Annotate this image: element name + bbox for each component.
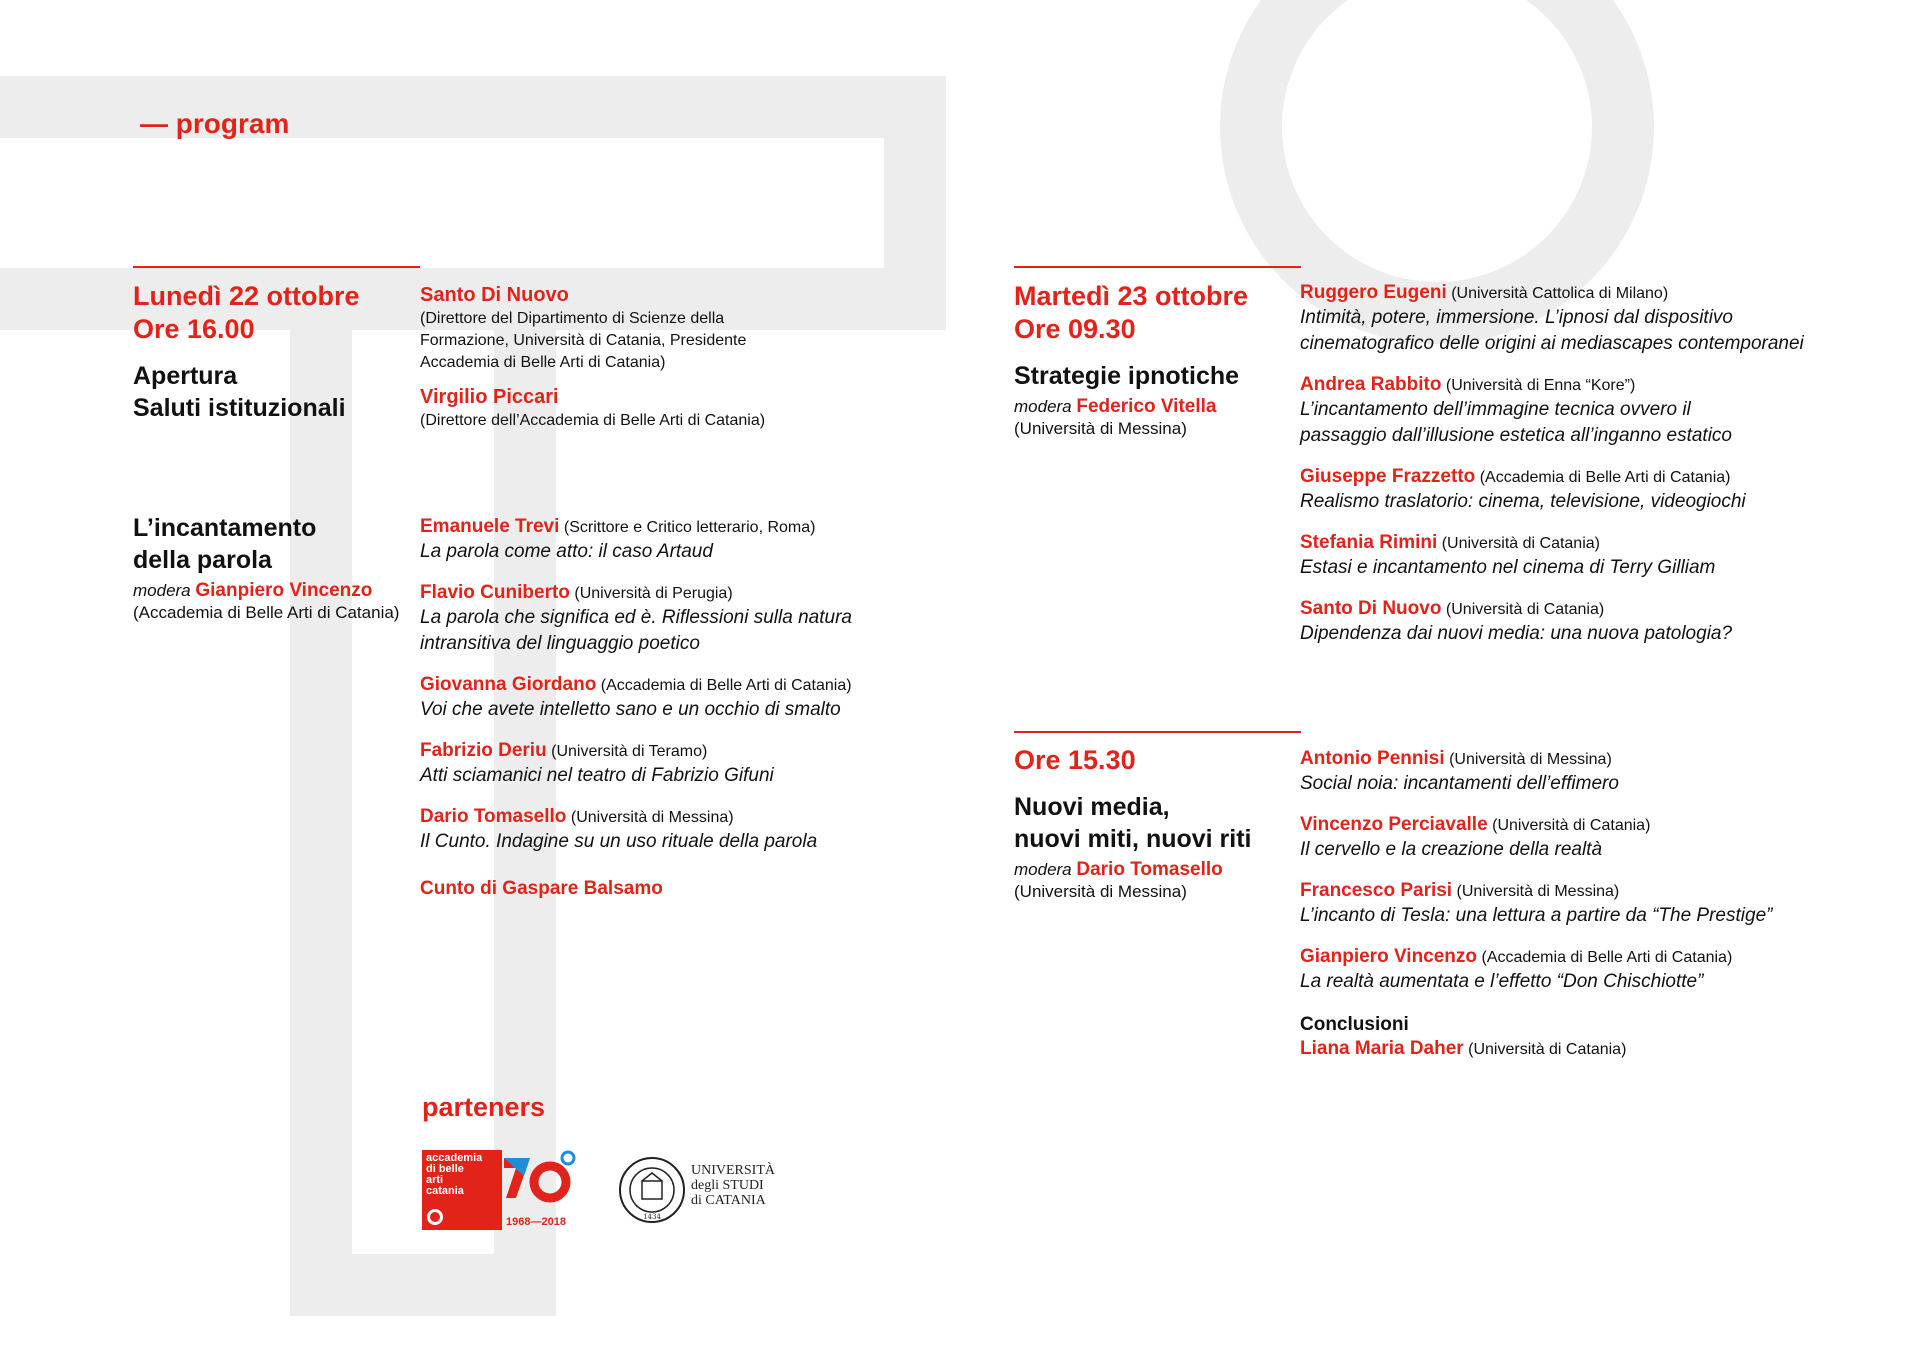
session-title-1: L’incantamento <box>133 514 317 542</box>
accademia-logo-text: accademia <box>426 1152 483 1164</box>
talk-title: Voi che avete intelletto sano e un occhio di smalto <box>420 699 841 720</box>
opening-speakers <box>420 282 780 432</box>
talk-title: Atti sciamanici nel teatro di Fabrizio Gifuni <box>420 765 774 786</box>
speaker-aff: (Università di Catania) <box>1445 601 1605 618</box>
talk-item <box>1300 374 1800 449</box>
unict-logo <box>617 1155 777 1225</box>
session-parola-heading <box>133 512 423 624</box>
speaker-aff: (Scrittore e Critico letterario, Roma) <box>563 519 816 536</box>
speaker-name: Giovanna Giordano <box>420 674 597 695</box>
talk-title: L’incanto di Tesla: una lettura a partire da “The Prestige” <box>1300 905 1773 926</box>
day2-time: Ore 09.30 <box>1014 314 1136 344</box>
talk-item <box>1300 946 1860 995</box>
talk-title: Il cervello e la creazione della realtà <box>1300 839 1603 860</box>
accademia-logo-text: catania <box>426 1185 464 1197</box>
afternoon-time: Ore 15.30 <box>1014 745 1136 775</box>
bg-left-pillar <box>290 330 352 1316</box>
unict-logo-text: degli STUDI <box>691 1178 764 1193</box>
conclusions <box>1300 1012 1860 1061</box>
speaker-name: Fabrizio Deriu <box>420 740 547 761</box>
session-title-1: Nuovi media, <box>1014 793 1170 821</box>
bg-bottom-bar <box>352 1254 494 1316</box>
talk-title: Estasi e incantamento nel cinema di Terry Gilliam <box>1300 557 1716 578</box>
moderator-line <box>1014 859 1304 881</box>
afternoon-block <box>1014 744 1304 903</box>
modera-label: modera <box>1014 860 1072 879</box>
moderator-aff: (Università di Messina) <box>1014 419 1187 438</box>
speaker-name: Vincenzo Perciavalle <box>1300 814 1488 835</box>
speaker-name: Giuseppe Frazzetto <box>1300 466 1476 487</box>
moderator-line <box>1014 396 1304 418</box>
speaker-name: Liana Maria Daher <box>1300 1038 1464 1059</box>
speaker-role: (Direttore del Dipartimento di Scienze della Formazione, Università di Catania, Presidente Accademia di Belle Arti di Catania) <box>420 310 747 371</box>
speaker-aff: (Università di Messina) <box>1449 751 1612 768</box>
session-title-2: nuovi miti, nuovi riti <box>1014 825 1252 853</box>
speaker-name: Flavio Cuniberto <box>420 582 570 603</box>
speaker-role: (Direttore dell’Accademia di Belle Arti di Catania) <box>420 412 766 429</box>
talk-item <box>420 582 870 657</box>
talk-item <box>420 740 980 789</box>
speaker-name: Dario Tomasello <box>420 806 567 827</box>
unict-logo-text: UNIVERSITÀ <box>691 1163 775 1178</box>
speaker-aff: (Accademia di Belle Arti di Catania) <box>1481 949 1733 966</box>
session-title: Strategie ipnotiche <box>1014 362 1240 390</box>
session-title-2: della parola <box>133 546 272 574</box>
talk-item <box>1300 880 1860 929</box>
talk-item <box>420 806 980 855</box>
modera-label: modera <box>133 581 191 600</box>
talk-item <box>420 516 980 565</box>
talk-item <box>1300 466 1860 515</box>
seal-year: 1434 <box>643 1213 661 1221</box>
talk-item <box>1300 598 1860 647</box>
moderator-line <box>133 580 423 602</box>
speaker-aff: (Università di Messina) <box>1456 883 1620 900</box>
talk-title: Il Cunto. Indagine su un uso rituale della parola <box>420 831 818 852</box>
opening-title-2: Saluti istituzionali <box>133 394 346 422</box>
moderator-name: Gianpiero Vincenzo <box>195 580 373 601</box>
moderator-name: Federico Vitella <box>1076 396 1217 417</box>
partners-label: parteners <box>422 1092 546 1122</box>
moderator-aff: (Accademia di Belle Arti di Catania) <box>133 603 400 622</box>
talk-title: Intimità, potere, immersione. L’ipnosi dal dispositivo cinematografico delle origini ai mediascapes contemporanei <box>1300 307 1804 354</box>
talk-item <box>1300 532 1860 581</box>
day1-rule <box>133 266 420 268</box>
day1-time: Ore 16.00 <box>133 314 255 344</box>
talk-title: La parola che significa ed è. Riflessioni sulla natura intransitiva del linguaggio poetico <box>420 607 852 654</box>
moderator-name: Dario Tomasello <box>1076 859 1223 880</box>
speaker-name: Santo Di Nuovo <box>420 284 569 306</box>
speaker-aff: (Università di Catania) <box>1468 1041 1627 1058</box>
speaker-aff: (Accademia di Belle Arti di Catania) <box>1479 469 1731 486</box>
talk-title: Realismo traslatorio: cinema, televisione, videogiochi <box>1300 491 1746 512</box>
talk-title: Dipendenza dai nuovi media: una nuova patologia? <box>1300 623 1733 644</box>
speaker-name: Andrea Rabbito <box>1300 374 1442 395</box>
day2-date: Martedì 23 ottobre <box>1014 281 1249 311</box>
talk-title: Social noia: incantamenti dell’effimero <box>1300 773 1619 794</box>
speaker-name: Emanuele Trevi <box>420 516 560 537</box>
speaker-name: Virgilio Piccari <box>420 386 559 408</box>
conclusions-label: Conclusioni <box>1300 1014 1409 1035</box>
speaker-aff: (Università Cattolica di Milano) <box>1451 285 1669 302</box>
bg-band-right <box>884 138 946 330</box>
opening-title-1: Apertura <box>133 362 238 390</box>
speaker-aff: (Università di Enna “Kore”) <box>1445 377 1636 394</box>
speaker-name: Santo Di Nuovo <box>1300 598 1442 619</box>
talk-item <box>1300 282 1840 357</box>
day2-rule <box>1014 266 1301 268</box>
unict-logo-text: di CATANIA <box>691 1193 766 1208</box>
speaker-aff: (Università di Catania) <box>1492 817 1651 834</box>
talk-item <box>1300 748 1860 797</box>
speaker-name: Ruggero Eugeni <box>1300 282 1447 303</box>
unict-seal-icon <box>617 1155 687 1225</box>
day2-date-block <box>1014 280 1304 440</box>
anniversary-70-icon <box>502 1150 577 1218</box>
talk-title: La parola come atto: il caso Artaud <box>420 541 713 562</box>
talk-title: La realtà aumentata e l’effetto “Don Chischiotte” <box>1300 971 1704 992</box>
accademia-years: 1968—2018 <box>506 1216 566 1228</box>
accademia-logo-text: di belle <box>426 1163 464 1175</box>
speaker-name: Stefania Rimini <box>1300 532 1438 553</box>
day1-date-block <box>133 280 413 424</box>
speaker-name: Gianpiero Vincenzo <box>1300 946 1478 967</box>
accademia-dot-icon <box>427 1209 443 1225</box>
moderator-aff: (Università di Messina) <box>1014 882 1187 901</box>
talk-title: L’incantamento dell’immagine tecnica ovvero il passaggio dall’illusione estetica all’inganno estatico <box>1300 399 1732 446</box>
talk-item <box>1300 814 1860 863</box>
modera-label: modera <box>1014 397 1072 416</box>
day1-date: Lunedì 22 ottobre <box>133 281 360 311</box>
speaker-aff: (Accademia di Belle Arti di Catania) <box>600 677 852 694</box>
talk-item <box>420 674 980 723</box>
speaker-aff: (Università di Teramo) <box>551 743 708 760</box>
speaker-name: Antonio Pennisi <box>1300 748 1445 769</box>
speaker-aff: (Università di Catania) <box>1441 535 1600 552</box>
afternoon-rule <box>1014 731 1301 733</box>
accademia-logo <box>422 1150 577 1230</box>
accademia-logo-text: arti <box>426 1174 444 1186</box>
program-header: — program <box>140 108 290 139</box>
cunto-closing: Cunto di Gaspare Balsamo <box>420 878 663 899</box>
speaker-aff: (Università di Messina) <box>570 809 734 826</box>
speaker-aff: (Università di Perugia) <box>574 585 733 602</box>
speaker-name: Francesco Parisi <box>1300 880 1453 901</box>
